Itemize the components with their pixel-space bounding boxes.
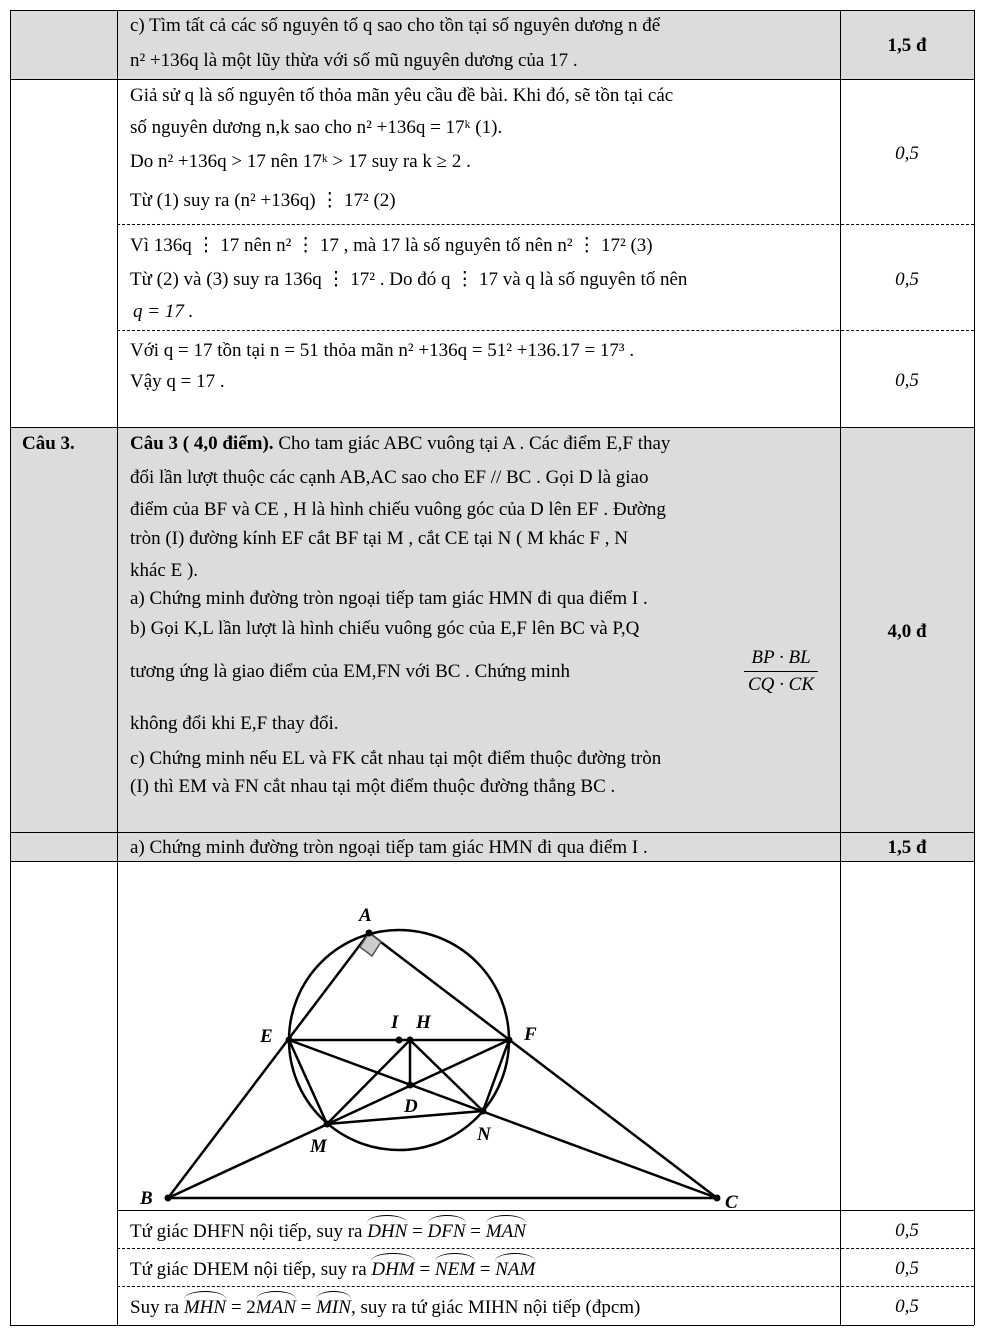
- label-H: H: [416, 1012, 431, 1033]
- q3-part-a: a) Chứng minh đường tròn ngoại tiếp tam giác HMN đi qua điểm I .: [130, 588, 648, 609]
- label-E: E: [260, 1026, 273, 1047]
- step2-score: 0,5: [895, 269, 919, 290]
- step1-line4: Từ (1) suy ra (n² +136q) ⋮ 17² (2): [130, 190, 396, 211]
- eq: =: [475, 1259, 496, 1280]
- label-N: N: [477, 1124, 491, 1145]
- row-c-line1: c) Tìm tất cả các số nguyên tố q sao cho tồn tại số nguyên dương n để: [130, 15, 661, 36]
- proof-2-text: Tứ giác DHEM nội tiếp, suy ra: [130, 1259, 372, 1280]
- proof-line-3: [130, 1296, 640, 1320]
- point-I: [396, 1037, 403, 1044]
- proof-line-2: [130, 1258, 535, 1282]
- q3-line2: đổi lần lượt thuộc các cạnh AB,AC sao cho EF // BC . Gọi D là giao: [130, 467, 649, 488]
- label-A: A: [359, 905, 372, 926]
- q3-l1: Cho tam giác ABC vuông tại A . Các điểm E,F thay: [278, 433, 671, 454]
- point-C: [714, 1195, 721, 1202]
- q3-line4: tròn (I) đường kính EF cắt BF tại M , cắt CE tại N ( M khác F , N: [130, 528, 628, 549]
- label-I: I: [391, 1012, 399, 1033]
- step3-line1: Với q = 17 tồn tại n = 51 thỏa mãn n² +136q = 51² +136.17 = 17³ .: [130, 340, 635, 361]
- step1-line2: số nguyên dương n,k sao cho n² +136q = 17ᵏ (1).: [130, 117, 503, 138]
- q3-part-c1: c) Chứng minh nếu EL và FK cắt nhau tại một điểm thuộc đường tròn: [130, 748, 662, 769]
- eq: =: [295, 1297, 317, 1318]
- segment-BF: [168, 1040, 509, 1198]
- fraction-numerator: BP · BL: [744, 645, 818, 672]
- segment-NH: [410, 1040, 483, 1111]
- proof-3-tail: , suy ra tứ giác MIHN nội tiếp (đpcm): [350, 1297, 641, 1318]
- q3-line5: khác E ).: [130, 560, 199, 581]
- point-N: [480, 1108, 487, 1115]
- label-F: F: [524, 1024, 537, 1045]
- step2-line3: q = 17 .: [133, 301, 194, 322]
- point-A: [366, 930, 373, 937]
- q3-part-b3: không đổi khi E,F thay đổi.: [130, 713, 339, 734]
- q3-line3: điểm của BF và CE , H là hình chiếu vuông góc của D lên EF . Đường: [130, 499, 666, 520]
- row-c-line2: n² +136q là một lũy thừa với số mũ nguyên dương của 17 .: [130, 50, 578, 71]
- proof-line-1: [130, 1220, 526, 1244]
- row-c-score: 1,5 đ: [887, 35, 927, 56]
- point-H: [407, 1037, 414, 1044]
- q3-label: Câu 3.: [22, 433, 75, 454]
- point-E: [286, 1037, 293, 1044]
- label-M: M: [310, 1136, 327, 1157]
- step2-line1: Vì 136q ⋮ 17 nên n² ⋮ 17 , mà 17 là số nguyên tố nên n² ⋮ 17² (3): [130, 235, 653, 256]
- segment-MH: [327, 1040, 410, 1124]
- step1-score: 0,5: [895, 143, 919, 164]
- q3-score: 4,0 đ: [887, 621, 927, 642]
- eq: =: [407, 1221, 428, 1242]
- label-B: B: [140, 1188, 153, 1209]
- q3-heading: Câu 3 ( 4,0 điểm).: [130, 433, 274, 454]
- part-a-score: 1,5 đ: [887, 837, 927, 858]
- eq: =: [465, 1221, 486, 1242]
- point-B: [165, 1195, 172, 1202]
- point-D: [407, 1082, 414, 1089]
- angle-DHN: DHN: [367, 1221, 408, 1242]
- label-C: C: [725, 1192, 738, 1213]
- label-D: D: [404, 1096, 418, 1117]
- step3-line2: Vậy q = 17 .: [130, 371, 225, 392]
- proof-3-text: Suy ra: [130, 1297, 184, 1318]
- proof-3-score: 0,5: [895, 1296, 919, 1317]
- segment-AB: [168, 933, 369, 1198]
- eq: = 2: [226, 1297, 256, 1318]
- angle-DFN: DFN: [427, 1221, 466, 1242]
- step1-line3: Do n² +136q > 17 nên 17ᵏ > 17 suy ra k ≥ 2 .: [130, 151, 471, 172]
- proof-1-score: 0,5: [895, 1220, 919, 1241]
- q3-part-c2: (I) thì EM và FN cắt nhau tại một điểm thuộc đường thẳng BC .: [130, 776, 616, 797]
- fraction-denominator: CQ · CK: [748, 674, 814, 695]
- angle-MAN: MAN: [255, 1297, 296, 1318]
- proof-2-score: 0,5: [895, 1258, 919, 1279]
- point-M: [324, 1121, 331, 1128]
- q3-part-b2: tương ứng là giao điểm của EM,FN với BC . Chứng minh: [130, 661, 570, 682]
- proof-1-text: Tứ giác DHFN nội tiếp, suy ra: [130, 1221, 368, 1242]
- segment-CE: [289, 1040, 717, 1198]
- q3-part-b1: b) Gọi K,L lần lượt là hình chiếu vuông góc của E,F lên BC và P,Q: [130, 618, 640, 639]
- step2-line2: Từ (2) và (3) suy ra 136q ⋮ 17² . Do đó q ⋮ 17 và q là số nguyên tố nên: [130, 269, 688, 290]
- angle-NEM: NEM: [434, 1259, 476, 1280]
- angle-MIN: MIN: [316, 1297, 351, 1318]
- angle-NAM: NAM: [495, 1259, 536, 1280]
- angle-DHM: DHM: [371, 1259, 415, 1280]
- step3-score: 0,5: [895, 370, 919, 391]
- segment-AC: [369, 933, 717, 1198]
- eq: =: [414, 1259, 435, 1280]
- part-a-heading: a) Chứng minh đường tròn ngoại tiếp tam giác HMN đi qua điểm I .: [130, 837, 648, 858]
- angle-MAN: MAN: [485, 1221, 526, 1242]
- step1-line1: Giả sử q là số nguyên tố thỏa mãn yêu cầu đề bài. Khi đó, sẽ tồn tại các: [130, 85, 674, 106]
- angle-MHN: MHN: [183, 1297, 227, 1318]
- point-F: [506, 1037, 513, 1044]
